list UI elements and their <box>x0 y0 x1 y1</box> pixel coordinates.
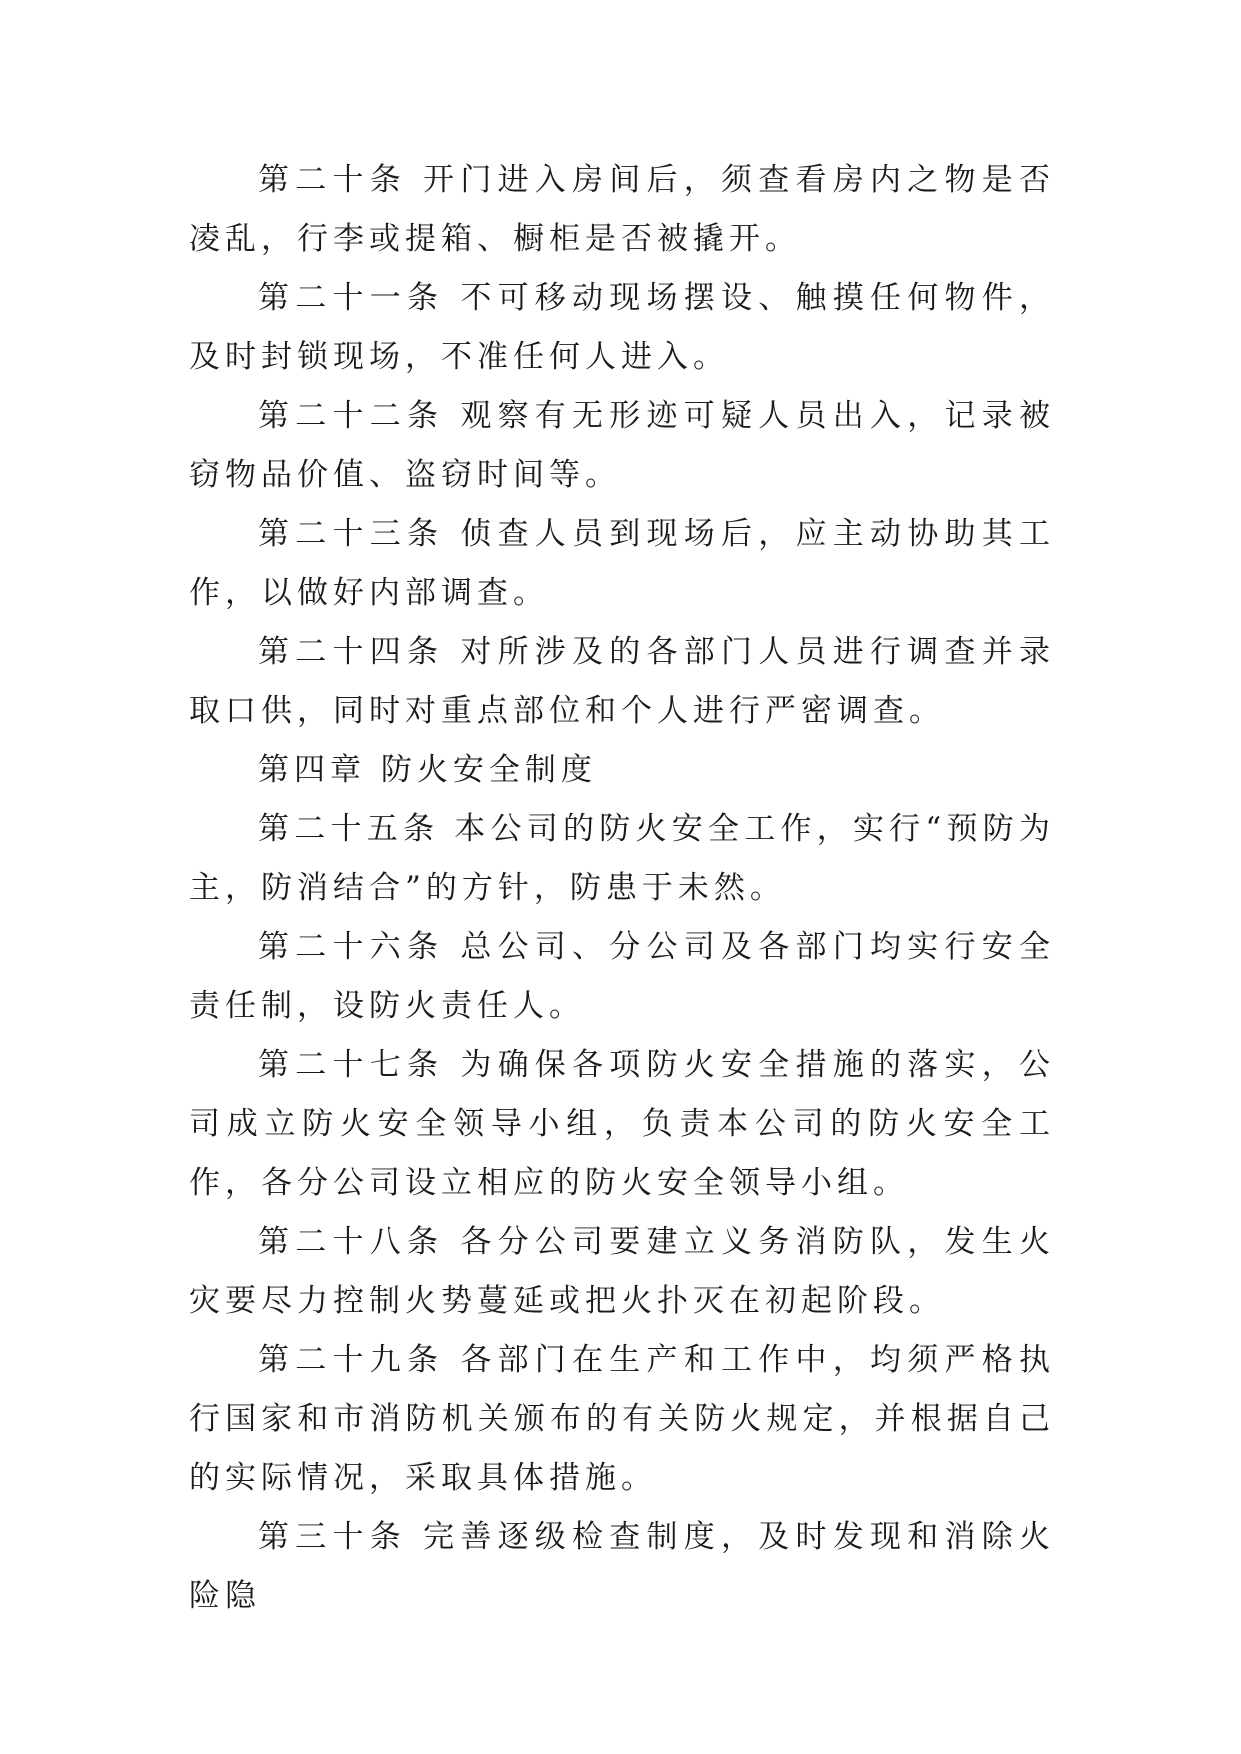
article-20-paragraph: 第二十条 开门进入房间后，须查看房内之物是否凌乱，行李或提箱、橱柜是否被撬开。 <box>189 162 1055 257</box>
article-26-paragraph: 第二十六条 总公司、分公司及各部门均实行安全责任制，设防火责任人。 <box>189 929 1055 1024</box>
article-30-paragraph: 第三十条 完善逐级检查制度，及时发现和消除火险隐 <box>189 1519 1055 1614</box>
article-29-paragraph: 第二十九条 各部门在生产和工作中，均须严格执行国家和市消防机关颁布的有关防火规定，并根据自己的实际情况，采取具体措施。 <box>189 1342 1055 1496</box>
document-body <box>189 151 1055 1626</box>
article-25-paragraph: 第二十五条 本公司的防火安全工作，实行“预防为主，防消结合”的方针，防患于未然。 <box>189 811 1055 906</box>
article-22-paragraph: 第二十二条 观察有无形迹可疑人员出入，记录被窃物品价值、盗窃时间等。 <box>189 398 1055 493</box>
article-23-paragraph: 第二十三条 侦查人员到现场后，应主动协助其工作，以做好内部调查。 <box>189 516 1055 611</box>
article-21-paragraph: 第二十一条 不可移动现场摆设、触摸任何物件，及时封锁现场，不准任何人进入。 <box>189 280 1055 375</box>
chapter-4-heading: 第四章 防火安全制度 <box>258 752 597 788</box>
article-24-paragraph: 第二十四条 对所涉及的各部门人员进行调查并录取口供，同时对重点部位和个人进行严密调查。 <box>189 634 1055 729</box>
article-27-paragraph: 第二十七条 为确保各项防火安全措施的落实，公司成立防火安全领导小组，负责本公司的防火安全工作，各分公司设立相应的防火安全领导小组。 <box>189 1047 1055 1201</box>
article-28-paragraph: 第二十八条 各分公司要建立义务消防队，发生火灾要尽力控制火势蔓延或把火扑灭在初起阶段。 <box>189 1224 1055 1319</box>
